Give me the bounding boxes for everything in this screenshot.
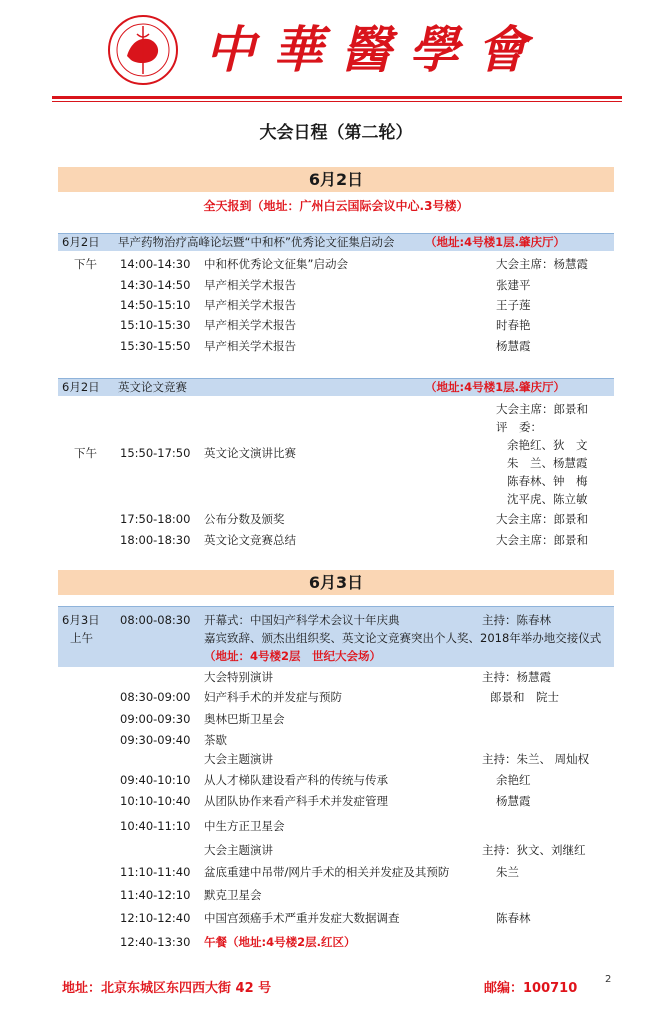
row-topic: 大会特别演讲 — [204, 670, 273, 684]
judge-line: 余艳红、狄 文 — [507, 438, 588, 452]
row-time: 14:00-14:30 — [120, 257, 191, 271]
row-person: 主持：狄文、刘继红 — [482, 843, 586, 857]
session-date: 6月2日 — [62, 380, 100, 394]
row-person: 陈春林 — [496, 911, 531, 925]
row-person: 大会主席：杨慧霞 — [496, 257, 588, 271]
row-topic: 茶歇 — [204, 733, 227, 747]
row-time: 09:40-10:10 — [120, 773, 191, 787]
session-address: （地址:4号楼1层.肇庆厅） — [425, 235, 565, 249]
judge-line: 朱 兰、杨慧霞 — [507, 456, 588, 470]
row-person: 大会主席：郎景和 — [496, 533, 588, 547]
row-time: 08:00-08:30 — [120, 613, 191, 627]
opening-host: 主持：陈春林 — [482, 613, 551, 627]
row-time: 15:50-17:50 — [120, 446, 191, 460]
row-time: 10:40-11:10 — [120, 819, 191, 833]
judge-line: 大会主席：郎景和 — [496, 402, 588, 416]
row-topic: 大会主题演讲 — [204, 843, 273, 857]
day-band-june-3: 6月3日 — [58, 570, 614, 595]
row-topic: 默克卫星会 — [204, 888, 262, 902]
row-person: 时春艳 — [496, 318, 531, 332]
row-time: 10:10-10:40 — [120, 794, 191, 808]
row-person: 郎景和 院士 — [490, 690, 559, 704]
row-person: 朱兰 — [496, 865, 519, 879]
row-topic: 中国宫颈癌手术严重并发症大数据调查 — [204, 911, 400, 925]
row-person: 张建平 — [496, 278, 531, 292]
judge-line: 评 委： — [496, 420, 542, 434]
row-time: 11:10-11:40 — [120, 865, 191, 879]
row-time: 18:00-18:30 — [120, 533, 191, 547]
brand-title: 中華醫學會 — [205, 20, 545, 79]
row-topic: 从人才梯队建设看产科的传统与传承 — [204, 773, 388, 787]
row-person: 杨慧霞 — [496, 794, 531, 808]
session-date: 6月2日 — [62, 235, 100, 249]
session-date: 6月3日 — [62, 613, 100, 627]
judge-line: 陈春林、钟 梅 — [507, 474, 588, 488]
row-person: 大会主席：郎景和 — [496, 512, 588, 526]
session-name: 早产药物治疗高峰论坛暨“中和杯”优秀论文征集启动会 — [118, 235, 395, 249]
row-person: 杨慧霞 — [496, 339, 531, 353]
judge-line: 沈平虎、陈立敏 — [507, 492, 588, 506]
row-topic: 早产相关学术报告 — [204, 339, 296, 353]
header-rule-thin — [52, 101, 622, 102]
lunch-note: 午餐（地址:4号楼2层.红区） — [204, 935, 356, 949]
row-time: 12:10-12:40 — [120, 911, 191, 925]
row-person: 主持：杨慧霞 — [482, 670, 551, 684]
opening-address: （地址：4号楼2层 世纪大会场） — [204, 649, 382, 663]
period-label: 下午 — [74, 257, 97, 271]
association-logo — [107, 14, 179, 86]
footer-address: 地址：北京东城区东四西大街 42 号 — [62, 981, 272, 996]
row-time: 14:30-14:50 — [120, 278, 191, 292]
day-band-june-2: 6月2日 — [58, 167, 614, 192]
row-topic: 公布分数及颁奖 — [204, 512, 285, 526]
row-time: 09:30-09:40 — [120, 733, 191, 747]
registration-note: 全天报到（地址：广州白云国际会议中心.3号楼） — [203, 199, 469, 213]
row-topic: 英文论文演讲比赛 — [204, 446, 296, 460]
row-person: 余艳红 — [496, 773, 531, 787]
row-topic: 从团队协作来看产科手术并发症管理 — [204, 794, 388, 808]
row-time: 09:00-09:30 — [120, 712, 191, 726]
row-person: 主持：朱兰、 周灿权 — [482, 752, 590, 766]
opening-title: 开幕式：中国妇产科学术会议十年庆典 — [204, 613, 400, 627]
row-topic: 早产相关学术报告 — [204, 298, 296, 312]
row-topic: 早产相关学术报告 — [204, 278, 296, 292]
footer-zip: 邮编：100710 — [484, 981, 578, 996]
header-rule — [52, 96, 622, 99]
page-title: 大会日程（第二轮） — [259, 123, 413, 143]
row-topic: 英文论文竞赛总结 — [204, 533, 296, 547]
row-time: 08:30-09:00 — [120, 690, 191, 704]
row-topic: 中生方正卫星会 — [204, 819, 285, 833]
row-topic: 盆底重建中吊带/网片手术的相关并发症及其预防 — [204, 865, 450, 879]
row-topic: 大会主题演讲 — [204, 752, 273, 766]
page-number: 2 — [605, 974, 612, 985]
row-time: 15:10-15:30 — [120, 318, 191, 332]
session-name: 英文论文竞赛 — [118, 380, 187, 394]
row-time: 11:40-12:10 — [120, 888, 191, 902]
row-topic: 妇产科手术的并发症与预防 — [204, 690, 342, 704]
row-time: 12:40-13:30 — [120, 935, 191, 949]
row-person: 王子莲 — [496, 298, 531, 312]
session-address: （地址:4号楼1层.肇庆厅） — [425, 380, 565, 394]
opening-details: 嘉宾致辞、颁杰出组织奖、英文论文竞赛突出个人奖、2018年举办地交接仪式 — [204, 631, 602, 645]
row-topic: 奥林巴斯卫星会 — [204, 712, 285, 726]
row-topic: 早产相关学术报告 — [204, 318, 296, 332]
row-time: 14:50-15:10 — [120, 298, 191, 312]
row-time: 17:50-18:00 — [120, 512, 191, 526]
row-time: 15:30-15:50 — [120, 339, 191, 353]
period-label: 下午 — [74, 446, 97, 460]
row-topic: 中和杯优秀论文征集”启动会 — [204, 257, 348, 271]
period-label: 上午 — [70, 631, 93, 645]
